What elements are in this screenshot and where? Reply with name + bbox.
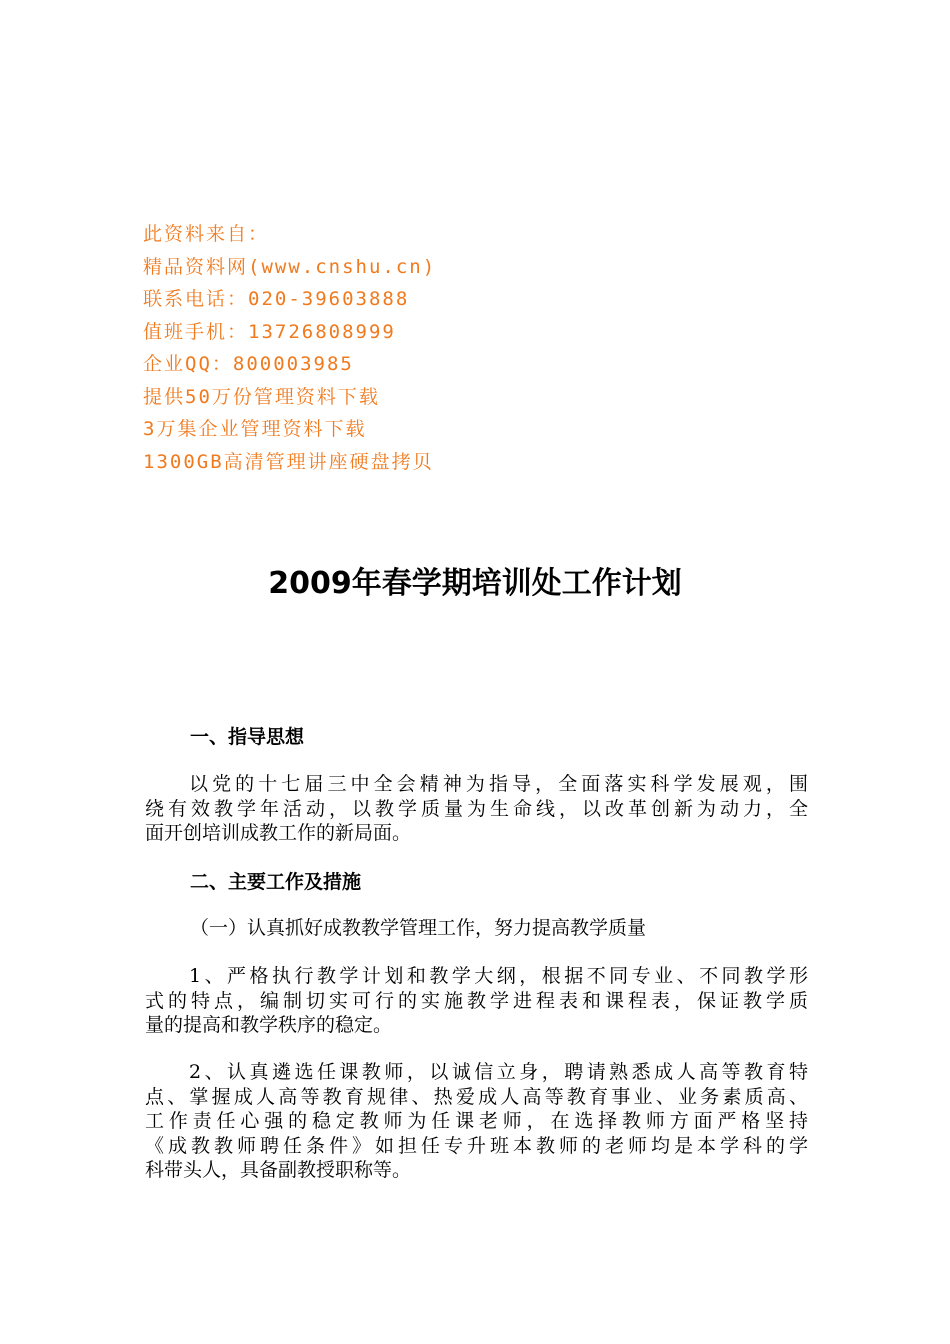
- section1-paragraph: [145, 772, 808, 846]
- source-line: 此资料来自：: [143, 223, 270, 245]
- source-line-phone: 联系电话：020-39603888: [143, 288, 410, 310]
- paragraph-line: 科带头人，具备副教授职称等。: [145, 1159, 412, 1181]
- paragraph-line: 《成教教师聘任条件》如担任专升班本教师的老师均是本学科的学: [145, 1134, 808, 1157]
- source-line-mobile: 值班手机：13726808999: [143, 320, 396, 343]
- paragraph-line: 面开创培训成教工作的新局面。: [145, 822, 412, 844]
- section-heading-main-work: 二、主要工作及措施: [190, 871, 362, 893]
- section-heading-guiding-thought: 一、指导思想: [190, 726, 305, 748]
- source-line: 3万集企业管理资料下载: [143, 418, 367, 440]
- item2-paragraph: [145, 1060, 808, 1183]
- paragraph-line: 式的特点，编制切实可行的实施教学进程表和课程表，保证教学质: [145, 989, 808, 1012]
- paragraph-line: 1、严格执行教学计划和教学大纲，根据不同专业、不同教学形: [189, 965, 808, 987]
- paragraph-line: 工作责任心强的稳定教师为任课老师，在选择教师方面严格坚持: [145, 1110, 808, 1132]
- document-title: 2009年春学期培训处工作计划: [268, 566, 682, 601]
- source-line: 1300GB高清管理讲座硬盘拷贝: [143, 450, 434, 473]
- source-line-website: 精品资料网(www.cnshu.cn): [143, 255, 437, 278]
- source-line: 提供50万份管理资料下载: [143, 385, 380, 408]
- paragraph-line: 以党的十七届三中全会精神为指导，全面落实科学发展观，围: [189, 773, 808, 795]
- paragraph-line: 2、认真遴选任课教师，以诚信立身，聘请熟悉成人高等教育特: [189, 1061, 808, 1083]
- source-info-block: [143, 218, 663, 478]
- paragraph-line: 绕有效教学年活动，以教学质量为生命线，以改革创新为动力，全: [145, 797, 808, 820]
- subsection-heading: （一）认真抓好成教教学管理工作，努力提高教学质量: [190, 917, 647, 939]
- paragraph-line: 量的提高和教学秩序的稳定。: [145, 1014, 393, 1036]
- paragraph-line: 点、掌握成人高等教育规律、热爱成人高等教育事业、业务素质高、: [145, 1085, 808, 1108]
- item1-paragraph: [145, 964, 808, 1038]
- source-line-qq: 企业QQ：800003985: [143, 353, 354, 375]
